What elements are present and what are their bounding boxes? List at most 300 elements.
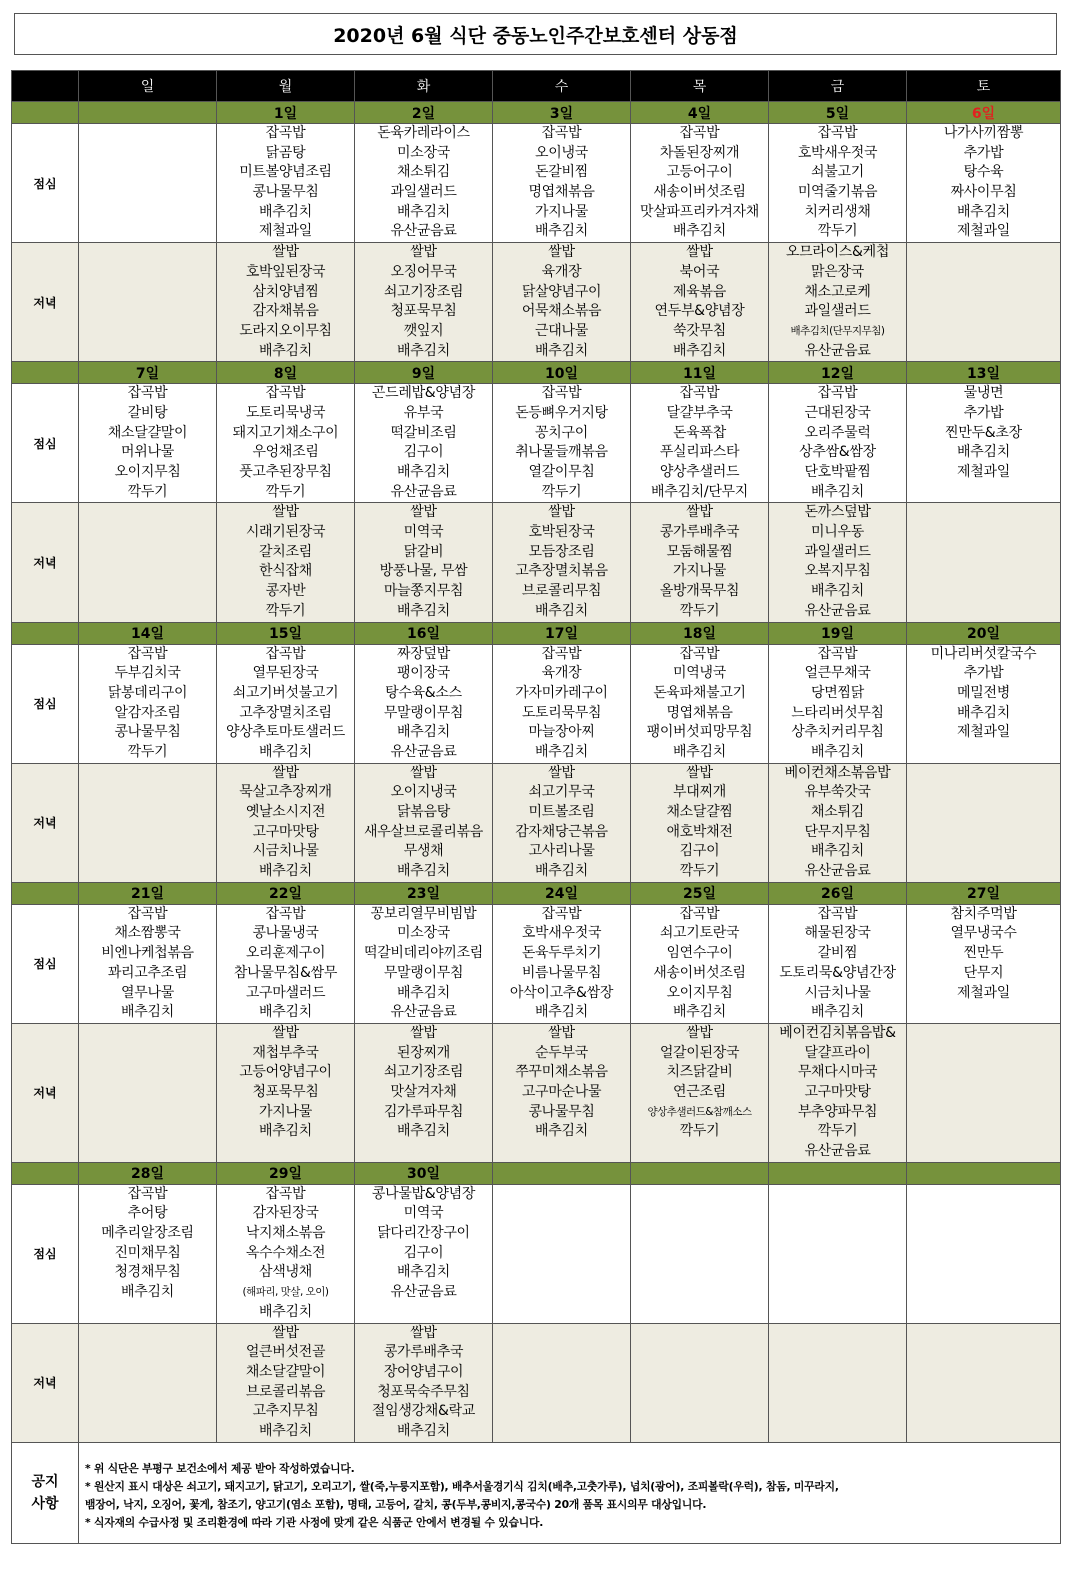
menu-item: 탕수육&소스 [385, 684, 462, 701]
menu-item: 부대찌개 [673, 784, 726, 801]
weekday-header: 화 [355, 71, 493, 102]
notice-label-line: 사항 [31, 1495, 59, 1512]
menu-cell [769, 1023, 907, 1162]
menu-item: 미역냉국 [673, 665, 726, 682]
menu-item: 깍두기 [265, 483, 306, 500]
menu-item: 곤드레밥&양념장 [371, 385, 476, 402]
menu-item: 잡곡밥 [541, 385, 582, 402]
menu-item: 채소짬뽕국 [114, 925, 181, 942]
menu-item: 비름나물무침 [521, 964, 602, 981]
menu-item: 잡곡밥 [679, 905, 720, 922]
lunch-label: 점심 [12, 384, 79, 503]
menu-item: 잡곡밥 [541, 125, 582, 141]
menu-item: 청포묵무침 [252, 1083, 319, 1100]
menu-item: 브로콜리무침 [521, 583, 602, 600]
menu-cell [355, 904, 493, 1023]
menu-item: 깍두기 [679, 1123, 720, 1140]
menu-item: 제철과일 [957, 724, 1010, 741]
menu-item: 돈육두루치기 [521, 945, 602, 962]
menu-item: 고구마맛탕 [804, 1083, 871, 1100]
menu-cell [907, 1023, 1061, 1162]
menu-items [355, 905, 492, 1023]
menu-items [355, 243, 492, 361]
menu-item: 닭갈비 [403, 543, 444, 560]
menu-items [769, 384, 906, 502]
menu-item: 제철과일 [259, 223, 312, 240]
menu-item: 미소장국 [397, 925, 450, 942]
menu-body [12, 71, 1061, 1544]
menu-item: 배추김치 [259, 1422, 312, 1439]
menu-item: 채소튀김 [397, 164, 450, 181]
date-cell: 30일 [355, 1162, 493, 1184]
menu-items [493, 764, 630, 882]
menu-item: 배추김치 [259, 863, 312, 880]
menu-cell [769, 763, 907, 882]
menu-item: 배추김치 [535, 342, 588, 359]
menu-item: 제철과일 [957, 464, 1010, 480]
menu-item: 메밀전병 [957, 684, 1010, 701]
menu-item: 유산균음료 [390, 1004, 457, 1021]
menu-item: 쑥갓무침 [673, 322, 726, 339]
menu-item: 쌀밥 [272, 1324, 299, 1341]
menu-item: 미소장국 [397, 144, 450, 161]
menu-item: 배추김치 [811, 743, 864, 760]
menu-items [769, 243, 906, 361]
menu-item: 깍두기 [265, 602, 306, 619]
menu-item: 잡곡밥 [679, 125, 720, 141]
menu-item: 쌀밥 [686, 1024, 713, 1041]
date-cell: 1일 [217, 102, 355, 124]
menu-item: 도토리묵무침 [521, 704, 602, 721]
date-cell: 23일 [355, 882, 493, 904]
menu-item: 돈등뼈우거지탕 [515, 404, 608, 421]
menu-cell [907, 763, 1061, 882]
date-cell: 25일 [631, 882, 769, 904]
menu-item: 돈육폭찹 [673, 424, 726, 441]
menu-item: 고구마샐러드 [245, 984, 326, 1001]
menu-item: 가자미카레구이 [515, 684, 608, 701]
menu-cell [217, 763, 355, 882]
menu-item: 배추김치 [811, 1004, 864, 1021]
menu-item: 절임생강채&락교 [371, 1403, 476, 1420]
menu-item: 제철과일 [957, 223, 1010, 240]
menu-item: 육개장 [541, 263, 582, 280]
menu-cell [631, 503, 769, 622]
menu-items [217, 1324, 354, 1442]
date-row-label [12, 882, 79, 904]
menu-item: 배추김치 [957, 444, 1010, 461]
menu-item: 시래기된장국 [245, 524, 326, 541]
menu-item: 콩나물무침 [252, 184, 319, 201]
menu-item: 김가루파무침 [383, 1103, 464, 1120]
menu-cell [355, 1323, 493, 1442]
menu-items [907, 384, 1060, 482]
menu-items [631, 124, 768, 242]
menu-items [79, 645, 216, 763]
menu-item: 돈갈비찜 [535, 164, 588, 181]
menu-items [493, 124, 630, 242]
dinner-row [12, 1023, 1061, 1162]
menu-item: 유산균음료 [804, 342, 871, 359]
date-cell: 26일 [769, 882, 907, 904]
menu-cell [631, 243, 769, 362]
menu-item: 오므라이스&케첩 [785, 244, 890, 261]
date-cell: 13일 [907, 362, 1061, 384]
menu-item: 도토리묵&양념간장 [779, 964, 896, 981]
menu-item: 나가사끼짬뽕 [943, 125, 1024, 141]
date-cell: 27일 [907, 882, 1061, 904]
menu-item: 시금치나물 [252, 843, 319, 860]
menu-item: 고등어양념구이 [239, 1064, 332, 1081]
menu-item: 배추김치 [535, 223, 588, 240]
menu-item: 콩나물냉국 [252, 925, 319, 942]
menu-cell [493, 503, 631, 622]
menu-items [355, 503, 492, 621]
lunch-label: 점심 [12, 124, 79, 243]
menu-items [355, 384, 492, 502]
menu-item: 청포묵무침 [390, 303, 457, 320]
menu-cell [355, 763, 493, 882]
menu-item: 맑은장국 [811, 263, 864, 280]
menu-item: 배추김치 [397, 1422, 450, 1439]
menu-item: 쌀밥 [410, 504, 437, 521]
dinner-label: 저녁 [12, 503, 79, 622]
menu-items [217, 503, 354, 621]
menu-items [769, 645, 906, 763]
menu-item: 잡곡밥 [265, 125, 306, 141]
notice-row [12, 1442, 1061, 1543]
date-cell: 20일 [907, 622, 1061, 644]
menu-item: 고추장멸치볶음 [515, 563, 608, 580]
menu-item: 채소튀김 [811, 804, 864, 820]
menu-item: 꽁치구이 [535, 424, 588, 441]
menu-item: 미역국 [403, 1205, 444, 1222]
menu-item: 고추장멸치조림 [239, 704, 332, 721]
menu-item: 쇠고기장조림 [383, 283, 464, 300]
menu-item: 짜장덮밥 [397, 645, 450, 662]
menu-item: 닭다리간장구이 [377, 1225, 470, 1242]
date-cell: 2일 [355, 102, 493, 124]
notice-line: * 위 식단은 부평구 보건소에서 제공 받아 작성하였습니다. [85, 1461, 355, 1475]
menu-item: 쌀밥 [272, 504, 299, 521]
menu-item: 된장찌개 [397, 1044, 450, 1061]
menu-item: 가지나물 [259, 1103, 312, 1120]
menu-item: 배추김치 [811, 483, 864, 500]
menu-item: 새우살브로콜리볶음 [363, 823, 483, 840]
menu-item: 맛살파프리카겨자채 [639, 203, 759, 220]
menu-item: 유산균음료 [390, 483, 457, 500]
menu-items [217, 384, 354, 502]
menu-item: 유부국 [403, 404, 444, 421]
menu-items [493, 384, 630, 502]
menu-item: 채소고로케 [804, 283, 871, 300]
menu-cell [355, 644, 493, 763]
menu-item: 아삭이고추&쌈장 [509, 984, 614, 1001]
date-cell: 3일 [493, 102, 631, 124]
menu-item: 쌀밥 [686, 244, 713, 261]
menu-item: 추가밥 [963, 144, 1004, 161]
menu-item: 배추김치 [397, 984, 450, 1001]
menu-item: 시금치나물 [804, 984, 871, 1001]
notice-line: * 원산지 표시 대상은 쇠고기, 돼지고기, 닭고기, 오리고기, 쌀(죽,누룽지포함), 배추서울경기식 김치(배추,고춧가루), 넙치(광어), 조피볼락(우럭), 참돔, 미꾸라지, [85, 1479, 839, 1493]
date-row-label [12, 102, 79, 124]
lunch-label: 점심 [12, 904, 79, 1023]
menu-item: 배추김치 [397, 203, 450, 220]
menu-item: 명엽채볶음 [528, 184, 595, 201]
menu-item: 쌀밥 [548, 244, 575, 261]
notice-line: * 식자재의 수급사정 및 조리환경에 따라 기관 사정에 맞게 같은 식품군 안에서 변경될 수 있습니다. [85, 1515, 544, 1529]
menu-item: 꽈리고추조림 [107, 964, 188, 981]
menu-item: 오이지냉국 [390, 784, 457, 801]
menu-item: 물냉면 [963, 385, 1004, 402]
menu-item: 북어국 [679, 263, 720, 280]
menu-item: 잡곡밥 [127, 1185, 168, 1202]
menu-cell [493, 1184, 631, 1323]
menu-item: 한식잡채 [259, 563, 312, 580]
menu-item: 고구마순나물 [521, 1083, 602, 1100]
menu-item: 얼갈이된장국 [659, 1044, 740, 1061]
menu-item: 메추리알장조림 [101, 1225, 194, 1242]
menu-item: 호박새우젓국 [797, 144, 878, 161]
menu-item: 호박잎된장국 [245, 263, 326, 280]
menu-cell [79, 124, 217, 243]
menu-item: 도토리묵냉국 [245, 404, 326, 421]
dinner-row [12, 1323, 1061, 1442]
menu-items [355, 764, 492, 882]
menu-item: 배추김치 [259, 1004, 312, 1021]
notice-content [79, 1442, 1061, 1543]
menu-item: 오징어무국 [390, 263, 457, 280]
dinner-row [12, 763, 1061, 882]
menu-item: 열무나물 [121, 984, 174, 1001]
menu-item: 배추김치 [397, 724, 450, 741]
menu-item: 새송이버섯조림 [653, 184, 746, 201]
menu-cell [493, 644, 631, 763]
menu-item: 열무된장국 [252, 665, 319, 682]
menu-item: 잡곡밥 [817, 125, 858, 141]
menu-items [631, 905, 768, 1023]
header-corner [12, 71, 79, 102]
menu-item: 유부쑥갓국 [804, 784, 871, 801]
menu-cell [493, 1323, 631, 1442]
menu-item: 양상추샐러드&참깨소스 [647, 1105, 752, 1118]
menu-item: 얼큰버섯전골 [245, 1344, 326, 1361]
menu-item: 잡곡밥 [265, 645, 306, 662]
menu-item: 애호박채전 [666, 823, 733, 840]
menu-item: 쌀밥 [410, 244, 437, 261]
menu-items [217, 1024, 354, 1142]
menu-item: 깍두기 [127, 483, 168, 500]
dinner-row [12, 503, 1061, 622]
menu-cell [355, 1184, 493, 1323]
menu-item: 맛살겨자채 [390, 1083, 457, 1100]
dinner-row [12, 243, 1061, 362]
menu-item: 배추김치/단무지 [651, 483, 748, 500]
menu-item: 오리주물럭 [804, 424, 871, 441]
menu-item: 채소달걀말이 [107, 424, 188, 441]
menu-cell [631, 904, 769, 1023]
menu-item: 쌀밥 [272, 244, 299, 261]
menu-item: 갈치조림 [259, 543, 312, 560]
menu-item: 새송이버섯조림 [653, 964, 746, 981]
menu-cell [493, 243, 631, 362]
menu-item: 베이컨채소볶음밥 [784, 764, 891, 781]
menu-item: 호박된장국 [528, 524, 595, 541]
menu-item: 감자채당근볶음 [515, 823, 608, 840]
menu-items [217, 1185, 354, 1323]
menu-item: 묵살고추장찌개 [239, 784, 332, 801]
menu-cell [79, 243, 217, 362]
menu-item: 깍두기 [127, 743, 168, 760]
menu-item: 차돌된장찌개 [659, 144, 740, 161]
menu-items [769, 1024, 906, 1162]
menu-item: 오이냉국 [535, 144, 588, 161]
menu-item: 단무지 [963, 964, 1004, 981]
menu-cell [769, 243, 907, 362]
date-cell: 21일 [79, 882, 217, 904]
menu-items [907, 905, 1060, 1003]
menu-item: 마늘쫑지무침 [383, 583, 464, 600]
menu-item: 청경채무침 [114, 1264, 181, 1281]
date-row [12, 102, 1061, 124]
menu-item: 돼지고기채소구이 [232, 424, 339, 441]
menu-item: 배추김치 [535, 863, 588, 880]
menu-item: 참나물무침&쌈무 [233, 964, 338, 981]
menu-item: 재첩부추국 [252, 1044, 319, 1061]
menu-items [217, 905, 354, 1023]
notice-label-line: 공지 [31, 1473, 59, 1490]
menu-item: 풋고추된장무침 [239, 464, 332, 480]
lunch-label: 점심 [12, 644, 79, 763]
menu-item: 어묵채소볶음 [521, 303, 602, 320]
menu-item: 육개장 [541, 665, 582, 682]
menu-item: 콩나물밥&양념장 [371, 1185, 476, 1202]
menu-item: 찐만두&초장 [945, 424, 1022, 441]
menu-item: 짜사이무침 [950, 184, 1017, 201]
menu-item: 감자된장국 [252, 1205, 319, 1222]
menu-item: 쌀밥 [410, 1324, 437, 1341]
menu-item: 올방개묵무침 [659, 583, 740, 600]
menu-item: 배추김치 [673, 1004, 726, 1021]
menu-item: 양상추샐러드 [659, 464, 740, 480]
menu-item: 떡갈비조림 [390, 424, 457, 441]
menu-cell [355, 243, 493, 362]
menu-item: 잡곡밥 [817, 385, 858, 402]
menu-item: 깻잎지 [403, 322, 444, 339]
menu-item: 오이지무침 [114, 464, 181, 480]
menu-item: 상추치커리무침 [791, 724, 884, 741]
menu-item: 돈육카레라이스 [377, 125, 470, 141]
menu-cell [907, 124, 1061, 243]
menu-item: 고구마맛탕 [252, 823, 319, 840]
menu-item: 가지나물 [673, 563, 726, 580]
dinner-label: 저녁 [12, 1323, 79, 1442]
menu-items [493, 905, 630, 1023]
menu-item: 마늘장아찌 [528, 724, 595, 741]
menu-item: 양상추토마토샐러드 [225, 724, 345, 741]
menu-item: 얼큰무채국 [804, 665, 871, 682]
menu-item: 오복지무침 [804, 563, 871, 580]
menu-item: 배추김치 [535, 1004, 588, 1021]
menu-item: 무채다시마국 [797, 1064, 878, 1081]
menu-item: 모듬장조림 [528, 543, 595, 560]
menu-items [769, 764, 906, 882]
lunch-label: 점심 [12, 1184, 79, 1323]
menu-item: 오이지무침 [666, 984, 733, 1001]
lunch-row [12, 124, 1061, 243]
menu-items [217, 124, 354, 242]
menu-item: 배추김치 [397, 464, 450, 480]
menu-cell [217, 503, 355, 622]
menu-item: 달걀프라이 [804, 1044, 871, 1061]
menu-item: 브로콜리볶음 [245, 1383, 326, 1400]
weekday-header: 목 [631, 71, 769, 102]
weekday-header: 수 [493, 71, 631, 102]
menu-item: 푸실리파스타 [659, 444, 740, 461]
menu-item: 배추김치 [259, 1303, 312, 1320]
menu-item: 미트볼조림 [528, 804, 595, 820]
menu-item: 치즈닭갈비 [666, 1064, 733, 1081]
menu-cell [769, 384, 907, 503]
menu-items [907, 645, 1060, 743]
menu-item: 추어탕 [127, 1205, 168, 1222]
menu-item: 돈육파채불고기 [653, 684, 746, 701]
menu-item: 채소달걀말이 [245, 1363, 326, 1380]
page-title: 2020년 6월 식단 중동노인주간보호센터 상동점 [14, 13, 1057, 55]
menu-cell [769, 904, 907, 1023]
menu-item: 낙지채소볶음 [245, 1225, 326, 1242]
menu-item: 쌀밥 [548, 504, 575, 521]
menu-item: 미트볼양념조림 [239, 164, 332, 181]
date-cell: 9일 [355, 362, 493, 384]
menu-cell [769, 1184, 907, 1323]
menu-item: 팽이버섯피망무침 [646, 724, 753, 741]
menu-item: 머위나물 [121, 444, 174, 461]
menu-item: 채소달걀찜 [666, 804, 733, 820]
menu-item: 잡곡밥 [679, 645, 720, 662]
menu-item: 베이컨김치볶음밥& [779, 1024, 896, 1041]
menu-cell [79, 1023, 217, 1162]
notice-line: 뱀장어, 낙지, 오징어, 꽃게, 참조기, 양고기(염소 포함), 명태, 고등어, 갈치, 콩(두부,콩비지,콩국수) 20개 품목 표시의무 대상입니다. [85, 1497, 707, 1511]
menu-items [79, 1185, 216, 1303]
menu-item: 유산균음료 [390, 743, 457, 760]
menu-item: 근대나물 [535, 322, 588, 339]
menu-item: 유산균음료 [390, 223, 457, 240]
menu-cell [79, 644, 217, 763]
date-cell: 17일 [493, 622, 631, 644]
menu-cell [493, 763, 631, 882]
menu-cell [631, 124, 769, 243]
menu-items [355, 645, 492, 763]
menu-item: 쌀밥 [272, 764, 299, 781]
menu-item: 감자채볶음 [252, 303, 319, 320]
menu-item: 배추김치 [957, 203, 1010, 220]
menu-item: 잡곡밥 [265, 905, 306, 922]
date-cell: 6일 [907, 102, 1061, 124]
menu-item: 유산균음료 [804, 1143, 871, 1159]
menu-item: 삼치양념찜 [252, 283, 319, 300]
menu-items [217, 645, 354, 763]
menu-item: 쇠고기토란국 [659, 925, 740, 942]
menu-item: 배추김치 [121, 1284, 174, 1301]
menu-item: 쇠고기버섯불고기 [232, 684, 339, 701]
menu-cell [631, 1323, 769, 1442]
date-cell: 4일 [631, 102, 769, 124]
menu-cell [907, 243, 1061, 362]
menu-item: 오리훈제구이 [245, 945, 326, 962]
menu-item: 닭살양념구이 [521, 283, 602, 300]
menu-cell [79, 384, 217, 503]
